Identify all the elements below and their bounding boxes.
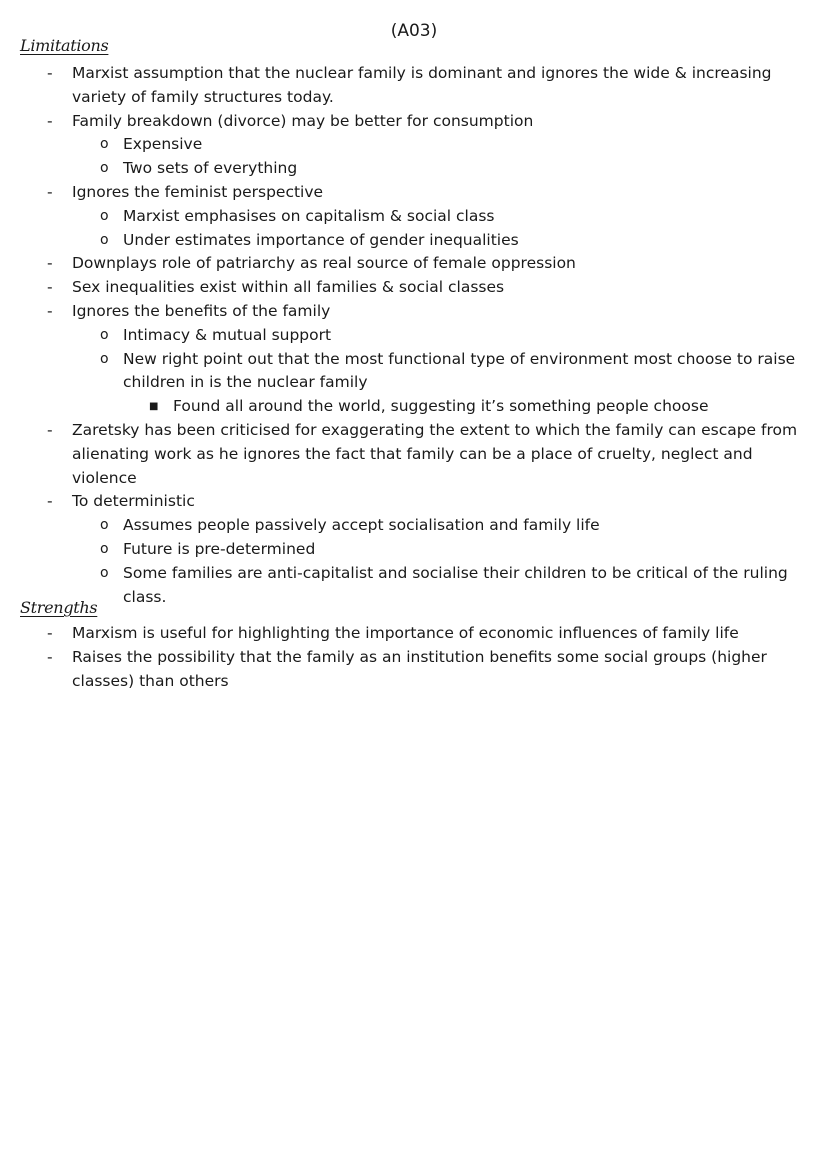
list-item-text: Sex inequalities exist within all families & social classes	[72, 278, 505, 297]
sub-list-item	[0, 538, 803, 562]
circle-bullet: o	[100, 326, 109, 343]
list-item-text: Zaretsky has been criticised for exaggerating the extent to which the family can escape from alienating work as he ignores the fact that family can be a place of cruelty, neglect and violence	[72, 420, 798, 487]
list-item	[0, 252, 812, 276]
list-item	[0, 300, 812, 324]
dash-bullet: -	[47, 624, 53, 642]
circle-bullet: o	[100, 160, 109, 177]
dash-bullet: -	[47, 64, 53, 82]
strengths-heading: Strengths	[20, 598, 98, 617]
list-item	[0, 490, 812, 514]
list-item	[0, 62, 812, 110]
sub-list-item	[0, 133, 803, 157]
list-item-text: Downplays role of patriarchy as real source of female oppression	[72, 254, 576, 273]
circle-bullet: o	[100, 350, 109, 367]
list-item-text: Ignores the feminist perspective	[72, 182, 324, 201]
dash-bullet: -	[47, 420, 53, 439]
sub-list-item-text: Two sets of everything	[123, 159, 298, 178]
sub-list-item-text: Expensive	[123, 135, 203, 154]
dash-bullet: -	[47, 111, 53, 130]
list-item	[0, 419, 812, 490]
sub-sub-list-item	[0, 395, 803, 419]
list-item	[0, 276, 812, 300]
list-item-text: Marxist assumption that the nuclear family is dominant and ignores the wide & increasing variety of family structures today.	[72, 64, 772, 106]
dash-bullet: -	[47, 301, 53, 320]
list-item	[0, 646, 812, 694]
dash-bullet: -	[47, 492, 53, 511]
circle-bullet: o	[100, 564, 109, 581]
sub-list-item-text: Under estimates importance of gender inequalities	[123, 230, 519, 249]
dash-bullet: -	[47, 647, 53, 666]
square-bullet: ■	[149, 401, 159, 413]
list-item	[0, 181, 812, 205]
dash-bullet: -	[47, 182, 53, 201]
list-item-text: Family breakdown (divorce) may be better for consumption	[72, 111, 534, 130]
strengths-list	[0, 622, 828, 693]
circle-bullet: o	[100, 517, 109, 534]
sub-list-item	[0, 157, 803, 181]
list-item-text: Ignores the benefits of the family	[72, 301, 331, 320]
circle-bullet: o	[100, 231, 109, 248]
circle-bullet: o	[100, 207, 109, 224]
dash-bullet: -	[47, 254, 53, 273]
sub-list-item-text: Some families are anti-capitalist and socialise their children to be critical of the ruling class.	[123, 563, 788, 606]
sub-list-item-text: New right point out that the most functional type of environment most choose to raise children in is the nuclear family	[123, 349, 796, 392]
sub-list-item-text: Future is pre-determined	[123, 539, 316, 558]
sub-list-item	[0, 514, 803, 538]
list-item-text: Marxism is useful for highlighting the importance of economic influences of family life	[72, 624, 739, 642]
sub-list-item-text: Marxist emphasises on capitalism & social class	[123, 206, 495, 225]
list-item-text: To deterministic	[72, 492, 195, 511]
list-item	[0, 622, 812, 646]
limitations-list	[0, 62, 828, 609]
sub-list-item	[0, 229, 803, 253]
circle-bullet: o	[100, 136, 109, 153]
limitations-heading: Limitations	[20, 36, 109, 55]
sub-list-item	[0, 562, 803, 610]
sub-list-item	[0, 348, 803, 396]
sub-list-item-text: Assumes people passively accept socialisation and family life	[123, 516, 600, 535]
page-title: (A03)	[390, 21, 438, 41]
list-item-text: Raises the possibility that the family as an institution benefits some social groups (higher classes) than others	[72, 647, 767, 690]
sub-list-item	[0, 205, 803, 229]
dash-bullet: -	[47, 278, 53, 297]
sub-sub-list-item-text: Found all around the world, suggesting it’s something people choose	[173, 397, 709, 416]
circle-bullet: o	[100, 540, 109, 557]
sub-list-item	[0, 324, 803, 348]
list-item	[0, 110, 812, 134]
sub-list-item-text: Intimacy & mutual support	[123, 325, 332, 344]
